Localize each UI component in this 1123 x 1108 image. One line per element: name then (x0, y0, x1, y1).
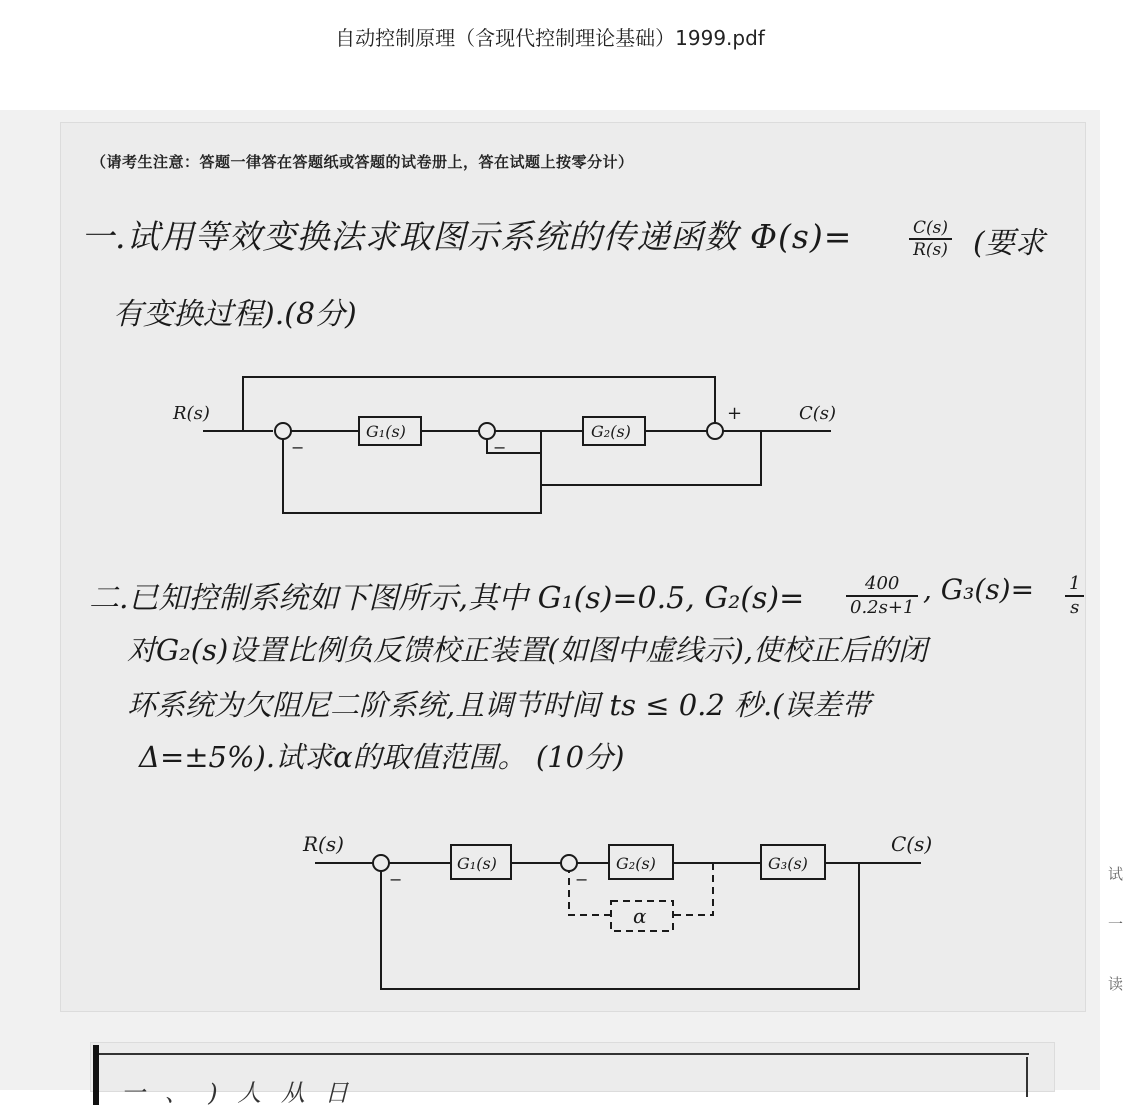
d1-g1-label: G₁(s) (366, 422, 406, 441)
q2-g2-den: 0.2s+1 (850, 597, 915, 618)
d1-feedback-inner (541, 431, 761, 485)
question-2-line-3: 环系统为欠阻尼二阶系统,且调节时间 ts ≤ 0.2 秒.(误差带 (127, 688, 871, 722)
question-2-line-4: Δ=±5%).试求α的取值范围。 (10分) (139, 740, 625, 774)
pdf-page (60, 122, 1123, 1012)
d1-sum-3 (707, 423, 723, 439)
d2-alpha-label: α (633, 904, 647, 928)
question-2-line-1 (89, 573, 804, 617)
d2-minus-2: − (575, 870, 589, 889)
q2-line1-mid: , G₃(s)= (923, 573, 1035, 606)
side-mark-1: 试 (1108, 865, 1123, 883)
diagram-2 (302, 832, 932, 989)
page2-partial-text: 一 、 ) 人 从 日 (121, 1079, 355, 1107)
pdf-viewer[interactable] (0, 110, 1123, 1107)
d1-input-label: R(s) (173, 403, 210, 424)
q2-g3-fraction (1065, 573, 1084, 619)
page2-rule (99, 1053, 1029, 1055)
question-1-line-2: 有变换过程).(8分) (113, 297, 357, 332)
q1-text: 一.试用等效变换法求取图示系统的传递函数 Φ(s)= (81, 217, 853, 256)
d1-sum-2 (479, 423, 495, 439)
q1-line1-end: (要求 (973, 226, 1045, 261)
side-mark-3: 读 (1108, 975, 1123, 993)
diagram-1 (172, 377, 836, 513)
q2-g3-den: s (1070, 597, 1080, 618)
d2-g3-label: G₃(s) (768, 854, 808, 873)
d1-minus-2: − (493, 438, 507, 457)
d1-g2-label: G₂(s) (591, 422, 631, 441)
q2-text-1: 二.已知控制系统如下图所示,其中 G₁(s)=0.5, G₂(s)= (89, 581, 805, 616)
d2-output-label: C(s) (891, 832, 933, 856)
q1-frac-den: R(s) (913, 240, 948, 260)
d1-sum-1 (275, 423, 291, 439)
document-title: 自动控制原理（含现代控制理论基础）1999.pdf (335, 26, 765, 50)
side-mark-2: 一 (1108, 915, 1123, 933)
exam-notice: （请考生注意：答题一律答在答题纸或答题的试卷册上，答在试题上按零分计） (91, 153, 634, 171)
page2-rule-right (1026, 1057, 1028, 1097)
d2-g2-label: G₂(s) (616, 854, 656, 873)
d1-minus-1: − (291, 438, 305, 457)
question-2-line-2: 对G₂(s)设置比例负反馈校正装置(如图中虚线示),使校正后的闭 (127, 633, 928, 667)
d1-output-label: C(s) (799, 403, 837, 424)
d2-sum-2 (561, 855, 577, 871)
q2-g3-num: 1 (1065, 573, 1084, 597)
d2-feedback-outer (381, 863, 859, 989)
d1-plus: + (727, 403, 743, 424)
q2-g2-num: 400 (846, 573, 918, 597)
title-bar (0, 0, 1100, 110)
q1-frac-num: C(s) (909, 218, 952, 240)
block-diagrams (61, 123, 1085, 1011)
q2-g2-fraction (846, 573, 918, 619)
pdf-page-2 (90, 1042, 1055, 1107)
d2-input-label: R(s) (303, 832, 344, 856)
d2-g1-label: G₁(s) (457, 854, 497, 873)
d2-alpha-path (673, 863, 713, 915)
d2-sum-1 (373, 855, 389, 871)
d2-minus-1: − (389, 870, 403, 889)
